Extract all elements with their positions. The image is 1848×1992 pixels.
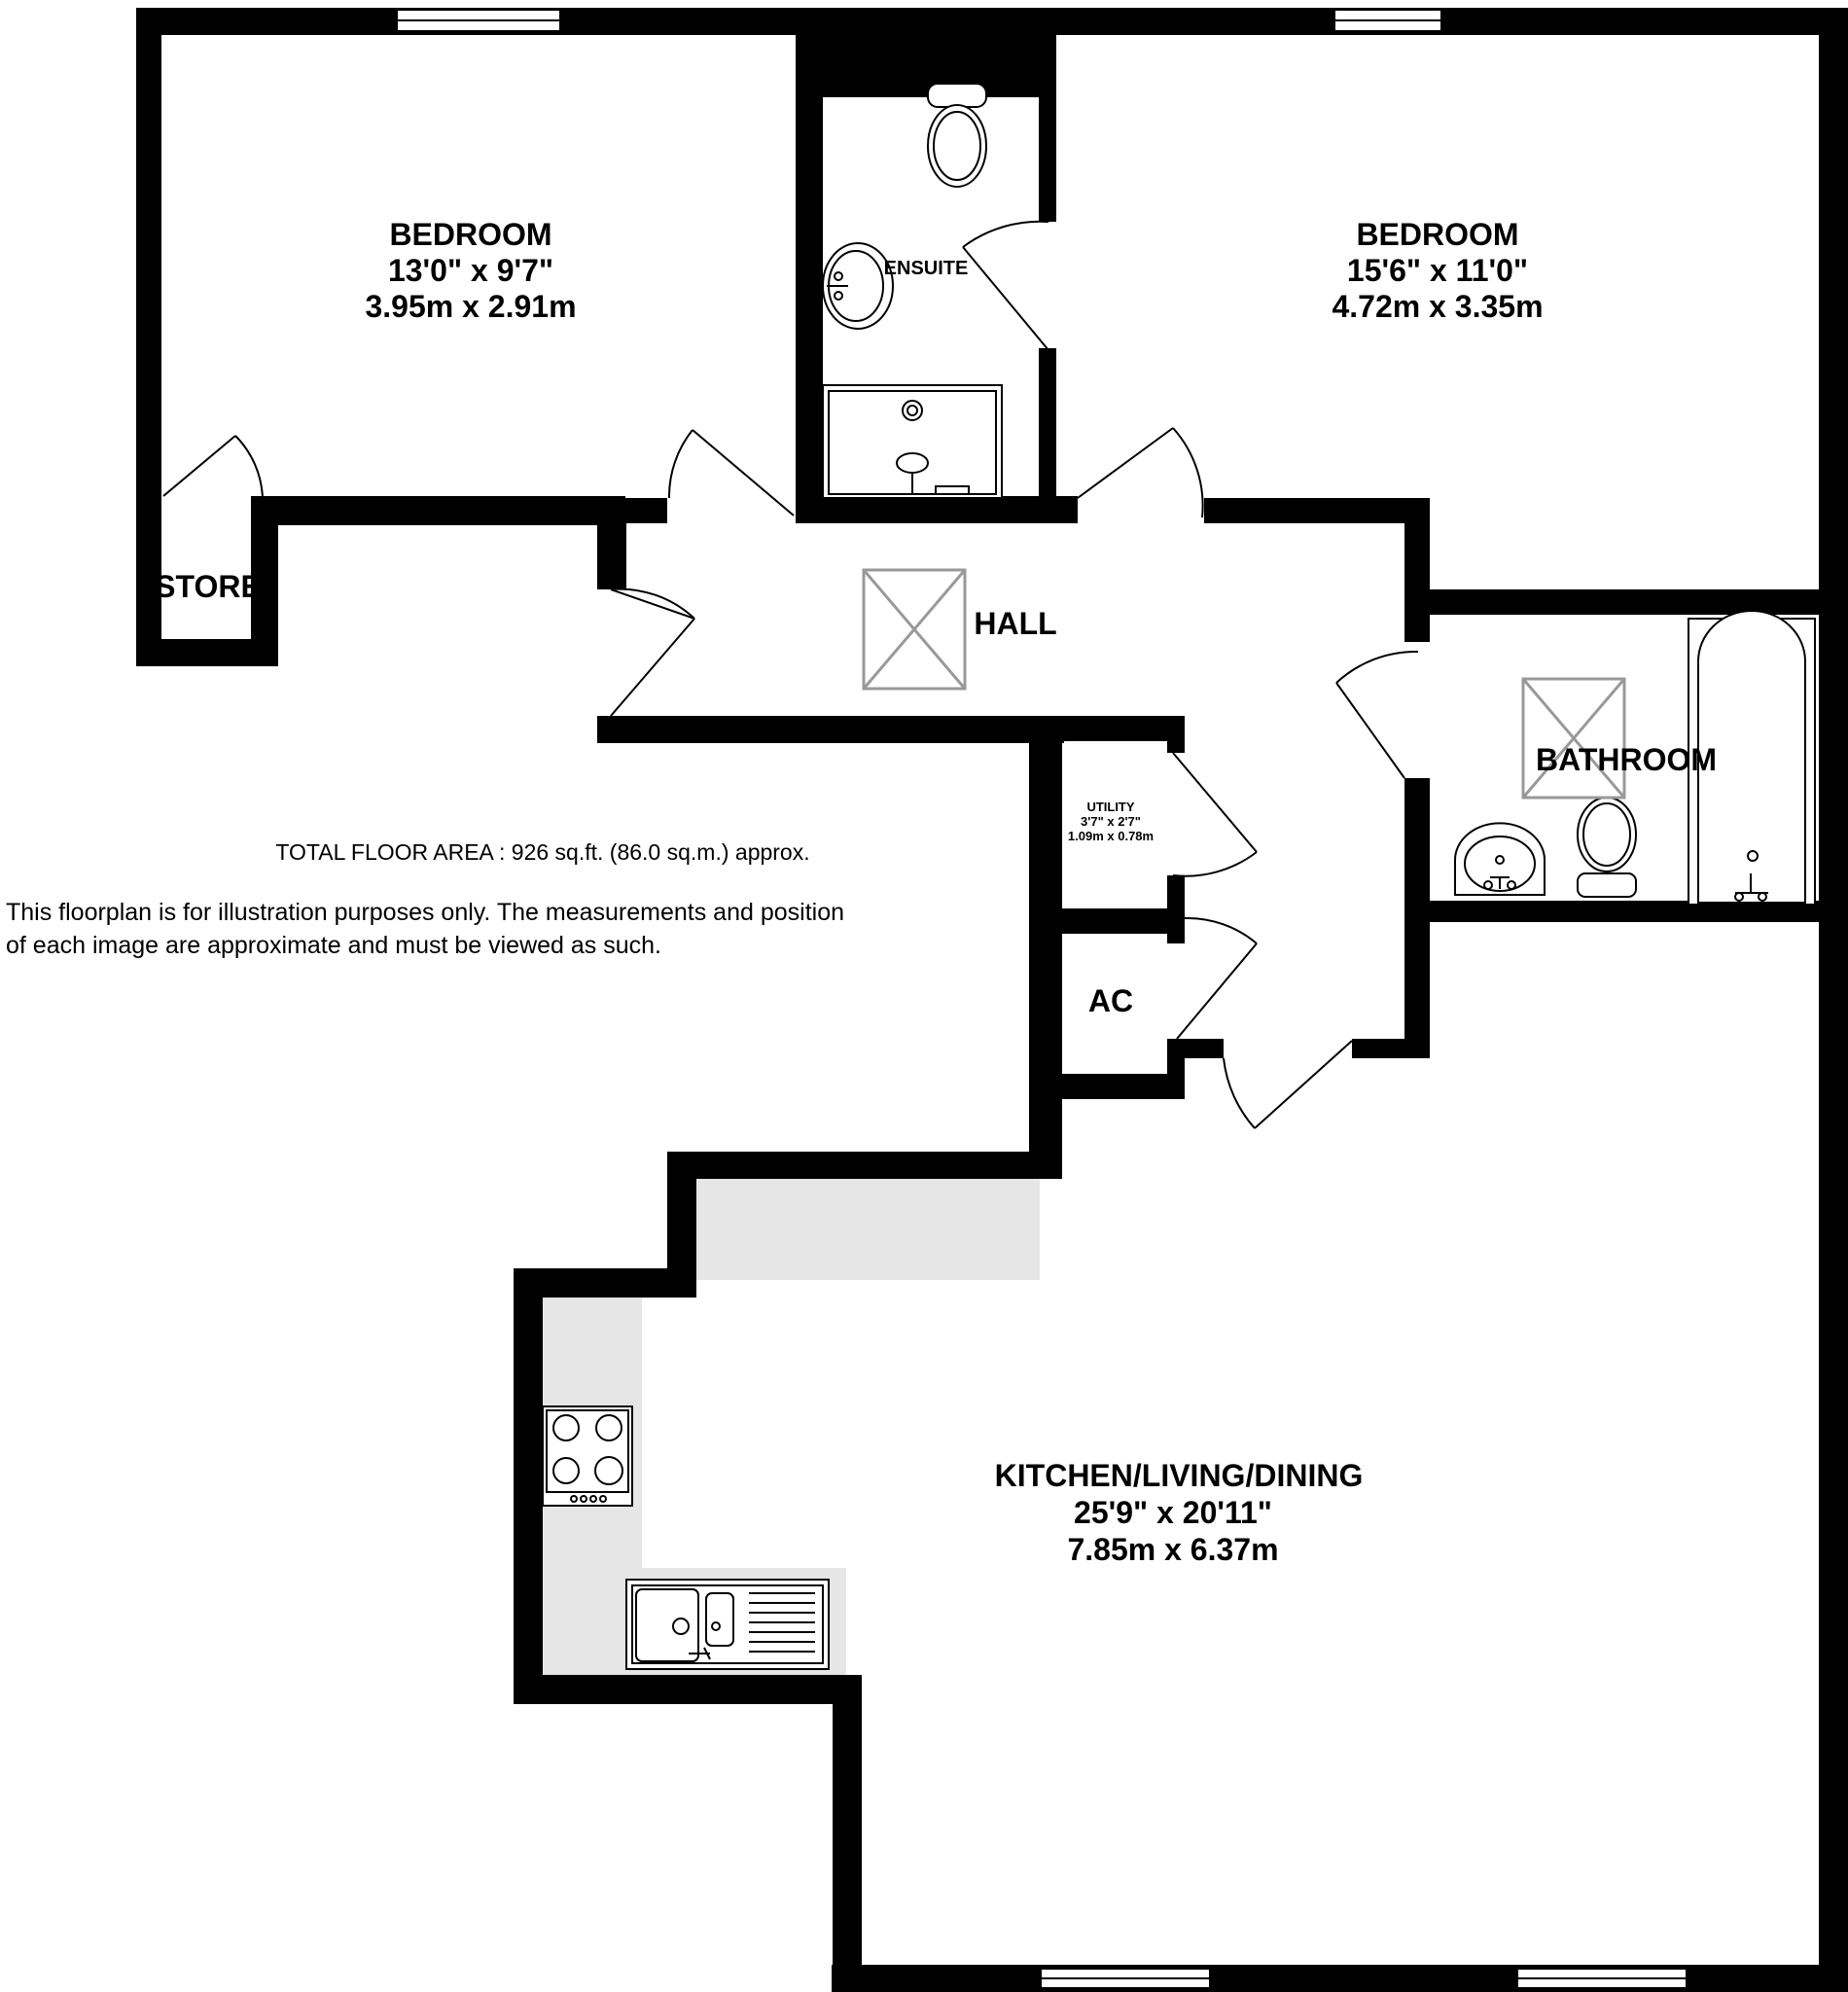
skylight-icon: [1523, 679, 1624, 798]
bedroom1-name: BEDROOM: [389, 217, 552, 252]
window-icon: [1041, 1969, 1210, 1988]
utility-metric: 1.09m x 0.78m: [1067, 829, 1155, 843]
bedroom2-name: BEDROOM: [1356, 217, 1519, 252]
kitchen-metric: 7.85m x 6.37m: [1067, 1532, 1279, 1567]
door-swing-icon: [163, 222, 1418, 1128]
store-name: STORE: [155, 569, 262, 604]
basin-icon: [823, 243, 893, 329]
window-icon: [397, 10, 560, 31]
kitchen-imperial: 25'9" x 20'11": [1074, 1495, 1272, 1530]
bedroom1-imperial: 13'0" x 9'7": [387, 253, 554, 288]
bathroom-name: BATHROOM: [1535, 742, 1718, 777]
sink-icon: [626, 1580, 829, 1669]
skylight-icon: [864, 570, 965, 689]
hall-name: HALL: [974, 606, 1057, 641]
total-floor-area: TOTAL FLOOR AREA : 926 sq.ft. (86.0 sq.m.) approx.: [275, 839, 810, 865]
toilet-icon: [928, 84, 986, 187]
ac-name: AC: [1087, 983, 1134, 1018]
ensuite-name: ENSUITE: [883, 258, 969, 279]
bedroom2-imperial: 15'6" x 11'0": [1346, 253, 1529, 288]
toilet-icon: [1578, 798, 1636, 897]
hob-icon: [543, 1406, 632, 1506]
bedroom1-label: [365, 217, 576, 324]
disclaimer-line-2: of each image are approximate and must be viewed as such.: [6, 932, 661, 959]
disclaimer-line-1: This floorplan is for illustration purposes only. The measurements and position: [6, 899, 845, 926]
kitchen-label: [995, 1458, 1364, 1567]
utility-name: UTILITY: [1086, 800, 1135, 814]
kitchen-name: KITCHEN/LIVING/DINING: [994, 1458, 1364, 1493]
bedroom1-metric: 3.95m x 2.91m: [365, 289, 577, 324]
basin-icon: [1455, 823, 1545, 895]
bedroom2-label: [1332, 217, 1543, 324]
bedroom2-metric: 4.72m x 3.35m: [1332, 289, 1544, 324]
window-icon: [1517, 1969, 1687, 1988]
utility-label: [1068, 800, 1154, 843]
window-icon: [1334, 10, 1441, 31]
utility-imperial: 3'7" x 2'7": [1081, 814, 1141, 829]
shower-tray-icon: [823, 385, 1002, 498]
